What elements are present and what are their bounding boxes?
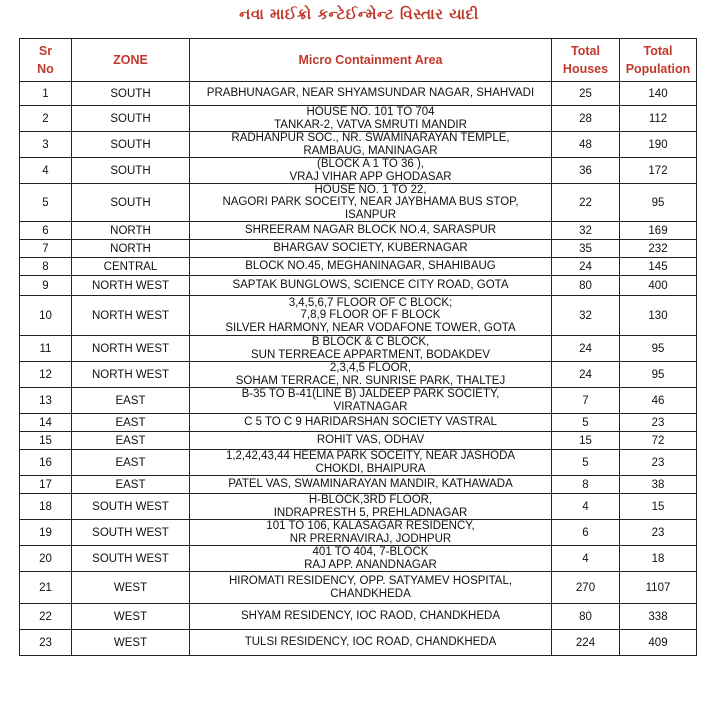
cell-houses: 80 <box>552 276 620 296</box>
header-population: Total Population <box>620 39 697 82</box>
cell-sr: 3 <box>20 132 72 158</box>
table-row <box>20 476 697 494</box>
cell-population: 190 <box>620 132 697 158</box>
cell-sr: 11 <box>20 336 72 362</box>
cell-houses: 80 <box>552 604 620 630</box>
cell-area: PATEL VAS, SWAMINARAYAN MANDIR, KATHAWADA <box>190 476 552 494</box>
cell-sr: 12 <box>20 362 72 388</box>
cell-population: 23 <box>620 520 697 546</box>
cell-zone: NORTH WEST <box>72 362 190 388</box>
cell-zone: NORTH <box>72 240 190 258</box>
table-row <box>20 414 697 432</box>
cell-zone: NORTH WEST <box>72 276 190 296</box>
table-row <box>20 296 697 336</box>
cell-area: RADHANPUR SOC., NR. SWAMINARAYAN TEMPLE, RAMBAUG, MANINAGAR <box>190 132 552 158</box>
cell-houses: 270 <box>552 572 620 604</box>
cell-sr: 20 <box>20 546 72 572</box>
table-row <box>20 520 697 546</box>
cell-area: H-BLOCK,3RD FLOOR, INDRAPRESTH 5, PREHLADNAGAR <box>190 494 552 520</box>
cell-houses: 22 <box>552 184 620 222</box>
cell-zone: SOUTH <box>72 132 190 158</box>
cell-area: SAPTAK BUNGLOWS, SCIENCE CITY ROAD, GOTA <box>190 276 552 296</box>
header-zone: ZONE <box>72 39 190 82</box>
cell-zone: EAST <box>72 450 190 476</box>
cell-area: BHARGAV SOCIETY, KUBERNAGAR <box>190 240 552 258</box>
table-row <box>20 132 697 158</box>
cell-sr: 1 <box>20 82 72 106</box>
cell-population: 130 <box>620 296 697 336</box>
cell-zone: WEST <box>72 604 190 630</box>
cell-area: B BLOCK & C BLOCK, SUN TERREACE APPARTMENT, BODAKDEV <box>190 336 552 362</box>
cell-area: HOUSE NO. 1 TO 22, NAGORI PARK SOCEITY, NEAR JAYBHAMA BUS STOP, ISANPUR <box>190 184 552 222</box>
table-row <box>20 388 697 414</box>
cell-population: 140 <box>620 82 697 106</box>
cell-zone: SOUTH WEST <box>72 520 190 546</box>
cell-population: 400 <box>620 276 697 296</box>
cell-population: 95 <box>620 362 697 388</box>
cell-sr: 23 <box>20 630 72 656</box>
cell-zone: NORTH <box>72 222 190 240</box>
cell-population: 72 <box>620 432 697 450</box>
cell-area: 3,4,5,6,7 FLOOR OF C BLOCK; 7,8,9 FLOOR OF F BLOCK SILVER HARMONY, NEAR VODAFONE TOWER, GOTA <box>190 296 552 336</box>
cell-population: 95 <box>620 336 697 362</box>
cell-area: ROHIT VAS, ODHAV <box>190 432 552 450</box>
table-row <box>20 362 697 388</box>
cell-sr: 19 <box>20 520 72 546</box>
table-row <box>20 222 697 240</box>
cell-houses: 15 <box>552 432 620 450</box>
table-row <box>20 82 697 106</box>
cell-zone: SOUTH <box>72 106 190 132</box>
cell-zone: WEST <box>72 572 190 604</box>
cell-sr: 6 <box>20 222 72 240</box>
cell-area: 101 TO 106, KALASAGAR RESIDENCY, NR PRERNAVIRAJ, JODHPUR <box>190 520 552 546</box>
cell-zone: EAST <box>72 414 190 432</box>
cell-population: 23 <box>620 450 697 476</box>
cell-sr: 17 <box>20 476 72 494</box>
table-row <box>20 276 697 296</box>
cell-zone: SOUTH WEST <box>72 546 190 572</box>
cell-population: 145 <box>620 258 697 276</box>
table-row <box>20 184 697 222</box>
cell-houses: 8 <box>552 476 620 494</box>
page-title: નવા માઈક્રો કન્ટેઈન્મેન્ટ વિસ્તાર યાદી <box>239 5 479 23</box>
cell-area: (BLOCK A 1 TO 36 ), VRAJ VIHAR APP GHODASAR <box>190 158 552 184</box>
cell-area: 401 TO 404, 7-BLOCK RAJ APP. ANANDNAGAR <box>190 546 552 572</box>
cell-sr: 2 <box>20 106 72 132</box>
cell-sr: 21 <box>20 572 72 604</box>
cell-area: C 5 TO C 9 HARIDARSHAN SOCIETY VASTRAL <box>190 414 552 432</box>
cell-sr: 15 <box>20 432 72 450</box>
table-row <box>20 546 697 572</box>
cell-zone: EAST <box>72 476 190 494</box>
cell-population: 15 <box>620 494 697 520</box>
cell-population: 232 <box>620 240 697 258</box>
cell-houses: 24 <box>552 258 620 276</box>
table-row <box>20 572 697 604</box>
cell-houses: 4 <box>552 494 620 520</box>
cell-houses: 4 <box>552 546 620 572</box>
cell-houses: 28 <box>552 106 620 132</box>
cell-houses: 24 <box>552 362 620 388</box>
containment-table <box>19 38 697 656</box>
header-sr: Sr No <box>20 39 72 82</box>
cell-population: 23 <box>620 414 697 432</box>
cell-sr: 8 <box>20 258 72 276</box>
cell-area: BLOCK NO.45, MEGHANINAGAR, SHAHIBAUG <box>190 258 552 276</box>
cell-population: 169 <box>620 222 697 240</box>
cell-sr: 22 <box>20 604 72 630</box>
cell-houses: 32 <box>552 296 620 336</box>
cell-sr: 10 <box>20 296 72 336</box>
cell-area: HOUSE NO. 101 TO 704 TANKAR-2, VATVA SMRUTI MANDIR <box>190 106 552 132</box>
cell-sr: 5 <box>20 184 72 222</box>
cell-sr: 9 <box>20 276 72 296</box>
cell-area: B-35 TO B-41(LINE B) JALDEEP PARK SOCIETY, VIRATNAGAR <box>190 388 552 414</box>
header-houses: Total Houses <box>552 39 620 82</box>
cell-houses: 5 <box>552 450 620 476</box>
cell-area: 1,2,42,43,44 HEEMA PARK SOCEITY, NEAR JASHODA CHOKDI, BHAIPURA <box>190 450 552 476</box>
cell-population: 18 <box>620 546 697 572</box>
cell-houses: 32 <box>552 222 620 240</box>
cell-area: HIROMATI RESIDENCY, OPP. SATYAMEV HOSPITAL, CHANDKHEDA <box>190 572 552 604</box>
cell-houses: 25 <box>552 82 620 106</box>
cell-houses: 24 <box>552 336 620 362</box>
table-row <box>20 106 697 132</box>
cell-zone: NORTH WEST <box>72 296 190 336</box>
table-row <box>20 336 697 362</box>
table-row <box>20 494 697 520</box>
cell-sr: 16 <box>20 450 72 476</box>
cell-houses: 224 <box>552 630 620 656</box>
cell-houses: 36 <box>552 158 620 184</box>
cell-zone: CENTRAL <box>72 258 190 276</box>
cell-zone: SOUTH <box>72 82 190 106</box>
cell-sr: 4 <box>20 158 72 184</box>
cell-zone: SOUTH WEST <box>72 494 190 520</box>
cell-zone: NORTH WEST <box>72 336 190 362</box>
cell-zone: SOUTH <box>72 184 190 222</box>
header-row <box>20 39 697 82</box>
cell-area: SHREERAM NAGAR BLOCK NO.4, SARASPUR <box>190 222 552 240</box>
table-row <box>20 450 697 476</box>
table-row <box>20 158 697 184</box>
cell-population: 172 <box>620 158 697 184</box>
cell-population: 95 <box>620 184 697 222</box>
cell-population: 38 <box>620 476 697 494</box>
cell-population: 338 <box>620 604 697 630</box>
cell-zone: EAST <box>72 432 190 450</box>
table-row <box>20 432 697 450</box>
cell-sr: 18 <box>20 494 72 520</box>
table-row <box>20 258 697 276</box>
cell-zone: SOUTH <box>72 158 190 184</box>
cell-area: TULSI RESIDENCY, IOC ROAD, CHANDKHEDA <box>190 630 552 656</box>
cell-population: 46 <box>620 388 697 414</box>
cell-houses: 5 <box>552 414 620 432</box>
header-area: Micro Containment Area <box>190 39 552 82</box>
cell-houses: 35 <box>552 240 620 258</box>
cell-sr: 14 <box>20 414 72 432</box>
cell-houses: 6 <box>552 520 620 546</box>
cell-zone: EAST <box>72 388 190 414</box>
table-row <box>20 604 697 630</box>
cell-houses: 48 <box>552 132 620 158</box>
cell-area: PRABHUNAGAR, NEAR SHYAMSUNDAR NAGAR, SHAHVADI <box>190 82 552 106</box>
cell-sr: 13 <box>20 388 72 414</box>
cell-population: 409 <box>620 630 697 656</box>
cell-population: 112 <box>620 106 697 132</box>
table-row <box>20 240 697 258</box>
cell-population: 1107 <box>620 572 697 604</box>
cell-area: SHYAM RESIDENCY, IOC RAOD, CHANDKHEDA <box>190 604 552 630</box>
table-row <box>20 630 697 656</box>
cell-houses: 7 <box>552 388 620 414</box>
cell-area: 2,3,4,5 FLOOR, SOHAM TERRACE, NR. SUNRISE PARK, THALTEJ <box>190 362 552 388</box>
cell-zone: WEST <box>72 630 190 656</box>
cell-sr: 7 <box>20 240 72 258</box>
